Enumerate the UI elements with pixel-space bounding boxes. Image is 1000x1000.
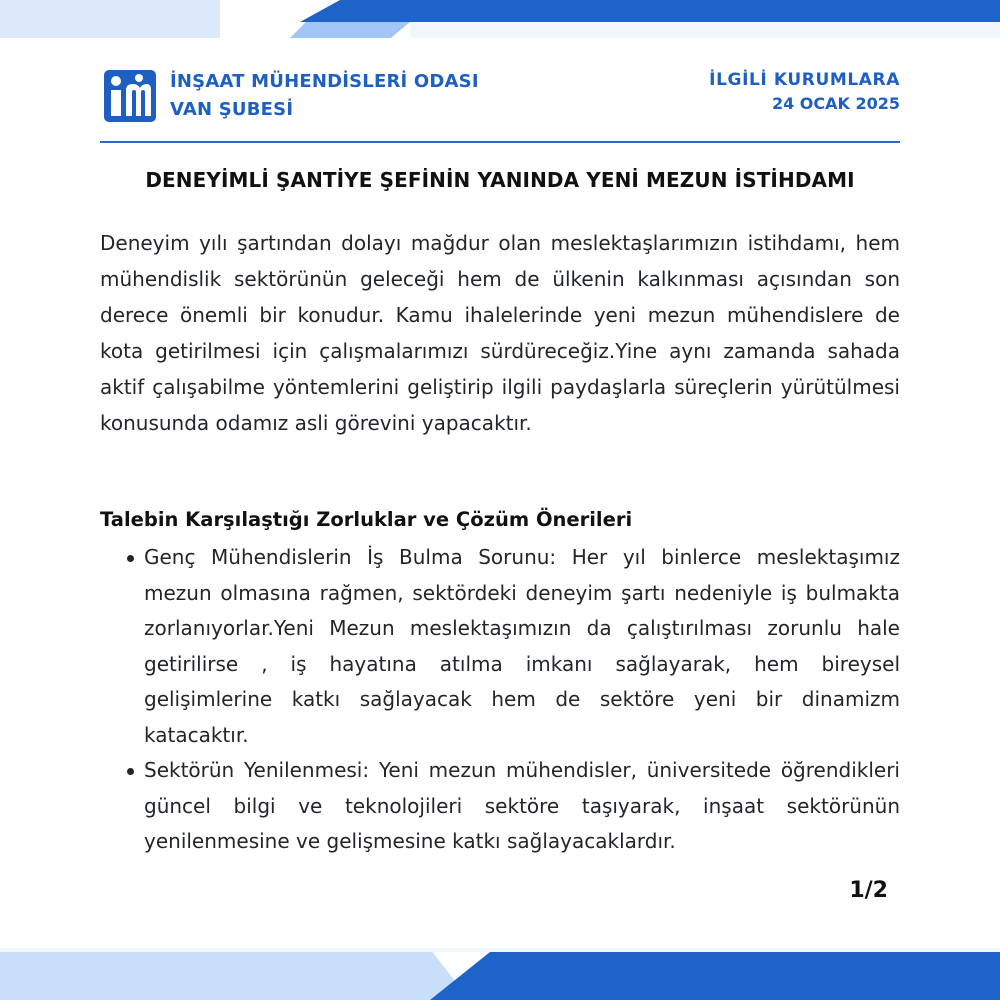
recipient-label: İLGİLİ KURUMLARA [709,70,900,90]
bottom-decor-pale [0,948,1000,952]
intro-paragraph: Deneyim yılı şartından dolayı mağdur olan meslektaşlarımızın istihdamı, hem mühendislik sektörünün geleceği hem de ülkenin kalkınması açısından son derece önemli bir konudur. Kamu ihalelerinde yeni mezun mühendislere de kota getirilmesi için çalışmalarımızı sürdüreceğiz.Yine aynı zamanda sahada aktif çalışabilme yöntemlerini geliştirip ilgili paydaşlarla süreçlerin yürütülmesi konusunda odamız asli görevini yapacaktır. [100,231,900,435]
bottom-decor-blue [430,952,1000,1000]
top-decor-blue [300,0,1000,22]
top-decor-mid [290,22,410,38]
list-item [100,753,900,860]
header-meta [709,68,900,116]
imo-logo-icon [104,70,156,122]
bottom-decor-light [0,952,470,1000]
header-divider [100,141,900,143]
organization-name [170,68,479,124]
bullet-icon [127,555,134,562]
section-heading: Talebin Karşılaştığı Zorluklar ve Çözüm Önerileri [100,508,633,531]
document-title: DENEYİMLİ ŞANTİYE ŞEFİNİN YANINDA YENİ MEZUN İSTİHDAMI [145,168,855,192]
org-name-line1: İNŞAAT MÜHENDİSLERİ ODASI [170,71,479,92]
list-item-text: Sektörün Yenilenmesi: Yeni mezun mühendisler, üniversitede öğrendikleri güncel bilgi ve teknolojileri sektöre taşıyarak, inşaat sektörünün yenilenmesine ve gelişmesine katkı sağlayacaklardır. [144,758,900,853]
document-date: 24 OCAK 2025 [771,94,900,113]
challenges-list [100,540,900,860]
list-item-text: Genç Mühendislerin İş Bulma Sorunu: Her yıl binlerce meslektaşımız mezun olmasına rağmen, sektördeki deneyim şartı nedeniyle iş bulmakta zorlanıyorlar.Yeni Mezun meslektaşımızın da çalıştırılması zorunlu hale getirilirse , iş hayatına atılma imkanı sağlayarak, hem bireysel gelişimlerine katkı sağlayacak hem de sektöre yeni bir dinamizm katacaktır. [144,545,900,747]
top-decor-pale [410,22,1000,38]
list-item [100,540,900,753]
org-name-line2: VAN ŞUBESİ [170,99,294,120]
page-number: 1/2 [849,878,888,903]
bullet-icon [127,768,134,775]
top-decor-light [0,0,220,38]
